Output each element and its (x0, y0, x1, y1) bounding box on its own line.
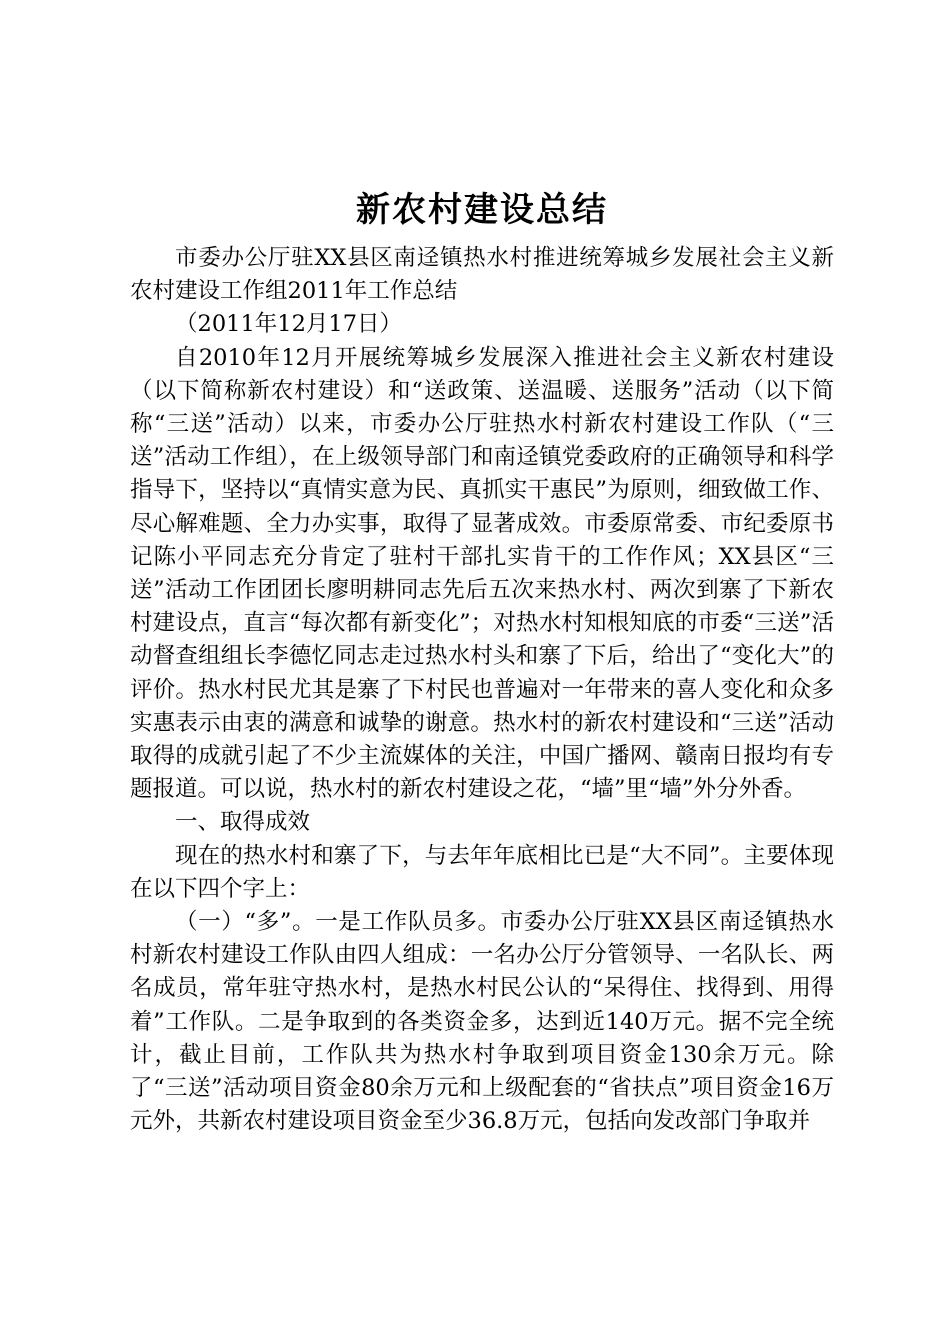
document-page (130, 188, 834, 1138)
document-subtitle: 市委办公厅驻XX县区南迳镇热水村推进统筹城乡发展社会主义新农村建设工作组2011年工作总结 (130, 245, 834, 305)
paragraph-intro: 自2010年12月开展统筹城乡发展深入推进社会主义新农村建设（以下简称新农村建设）和“送政策、送温暖、送服务”活动（以下简称“三送”活动）以来，市委办公厅驻热水村新农村建设工作队（“三送”活动工作组），在上级领导部门和南迳镇党委政府的正确领导和科学指导下，坚持以“真情实意为民、真抓实干惠民”为原则，细致做工作、尽心解难题、全力办实事，取得了显著成效。市委原常委、市纪委原书记陈小平同志充分肯定了驻村干部扎实肯干的工作作风；XX县区“三送”活动工作团团长廖明耕同志先后五次来热水村、两次到寨了下新农村建设点，直言“每次都有新变化”；对热水村知根知底的市委“三送”活动督查组组长李德忆同志走过热水村头和寨了下后，给出了“变化大”的评价。热水村民尤其是寨了下村民也普遍对一年带来的喜人变化和众多实惠表示由衷的满意和诚挚的谢意。热水村的新农村建设和“三送”活动取得的成就引起了不少主流媒体的关注，中国广播网、赣南日报均有专题报道。可以说，热水村的新农村建设之花，“墙”里“墙”外分外香。 (130, 344, 834, 803)
paragraph-summary: 现在的热水村和寨了下，与去年年底相比已是“大不同”。主要体现在以下四个字上： (130, 842, 834, 902)
document-date: （2011年12月17日） (175, 311, 403, 338)
section-heading: 一、取得成效 (175, 809, 311, 836)
paragraph-point-one: （一）“多”。一是工作队员多。市委办公厅驻XX县区南迳镇热水村新农村建设工作队由四人组成：一名办公厅分管领导、一名队长、两名成员，常年驻守热水村，是热水村民公认的“呆得住、找得到、用得着”工作队。二是争取到的各类资金多，达到近140万元。据不完全统计，截止目前，工作队共为热水村争取到项目资金130余万元。除了“三送”活动项目资金80余万元和上级配套的“省扶点”项目资金16万元外，共新农村建设项目资金至少36.8万元，包括向发改部门争取并 (130, 909, 834, 1135)
document-title: 新农村建设总结 (356, 190, 608, 230)
document-body (130, 242, 834, 1138)
